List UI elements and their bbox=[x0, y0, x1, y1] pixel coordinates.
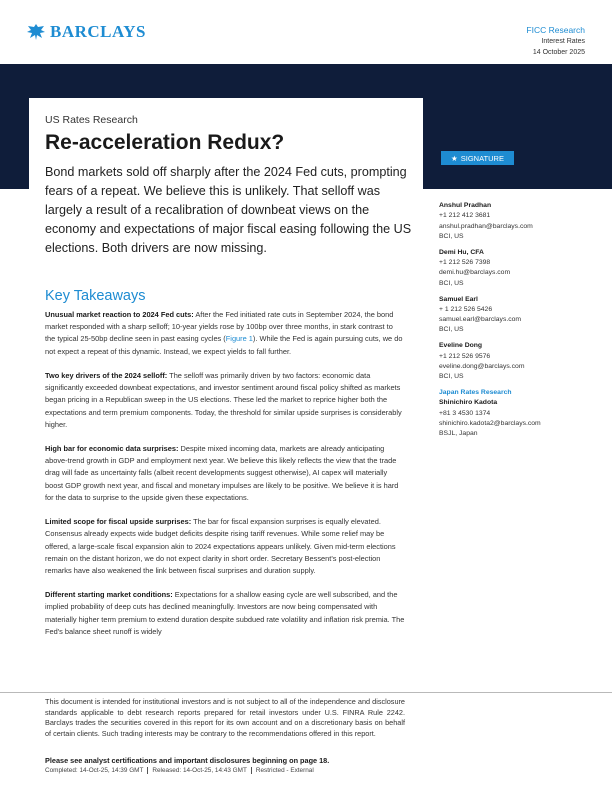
figure-link[interactable]: Figure 1 bbox=[225, 334, 253, 344]
takeaway-lead: Two key drivers of the 2024 selloff: bbox=[45, 370, 168, 380]
takeaway-text: After the Fed initiated rate cuts in September 2024, the bond market responded with a sharp selloff; 10-year yields rose by 100bp over three months, in stark contrast to the typical 25-50bp decline seen in past easing cycles ( bbox=[45, 310, 394, 344]
takeaway-paragraph bbox=[45, 516, 405, 577]
author-name: Samuel Earl bbox=[439, 295, 478, 303]
key-takeaways-body bbox=[45, 309, 405, 650]
author-email[interactable]: shinichiro.kadota2@barclays.com bbox=[439, 420, 541, 428]
takeaway-paragraph bbox=[45, 309, 405, 358]
classification: Restricted - External bbox=[255, 767, 314, 774]
takeaway-lead: Limited scope for fiscal upside surprises: bbox=[45, 517, 192, 527]
author-phone: + 1 212 526 5426 bbox=[439, 305, 493, 313]
badge-label: SIGNATURE bbox=[460, 153, 504, 163]
author-name: Anshul Pradhan bbox=[439, 202, 492, 209]
department: FICC Research bbox=[526, 25, 585, 35]
brand-name: BARCLAYS bbox=[50, 22, 146, 41]
author-entry bbox=[439, 295, 599, 336]
report-date: 14 October 2025 bbox=[532, 49, 585, 56]
takeaway-paragraph bbox=[45, 589, 405, 638]
takeaway-text: Despite mixed incoming data, markets are already anticipating above-trend growth in GDP and employment next year. We believe this likely reflects the view that the trade drag will fade as uncertainty falls (albeit recent developments suggest otherwise), AI capex will materially boost GDP growth next year, and fiscal and monetary impulses are likely to be positive. We believe it is hard for the data to surprise to the upside given these expectations. bbox=[45, 444, 399, 502]
barclays-logo bbox=[26, 22, 146, 42]
author-entry-japan bbox=[439, 388, 599, 439]
takeaway-text: The selloff was primarily driven by two factors: economic data significantly exceeded downbeat expectations, and investor sentiment around fiscal policy shifted as markets began pricing in a Republican sweep in the US elections. These led the market to reprice higher both the expectations and term premium components. Today, the threshold for similar upside surprises is considerably higher. bbox=[45, 370, 402, 429]
takeaway-text: Expectations for a shallow easing cycle are well subscribed, and the implied probability of deep cuts has declined meaningfully. Investors are now being compensated with materially higher term premium to extend duration despite subdued rate volatility and inflation risk premia. The Fed's balance sheet runoff is widely bbox=[45, 590, 405, 636]
author-entity: BCI, US bbox=[439, 232, 464, 240]
report-meta bbox=[526, 24, 585, 58]
author-email[interactable]: eveline.dong@barclays.com bbox=[439, 362, 525, 370]
takeaway-lead: Unusual market reaction to 2024 Fed cuts: bbox=[45, 310, 194, 319]
eagle-icon bbox=[26, 23, 46, 41]
author-name: Shinichiro Kadota bbox=[439, 399, 498, 407]
sub-department: Interest Rates bbox=[541, 38, 585, 45]
author-name: Demi Hu, CFA bbox=[439, 248, 484, 256]
author-phone: +1 212 526 9576 bbox=[439, 352, 491, 360]
author-entity: BCI, US bbox=[439, 326, 464, 334]
footer-divider bbox=[0, 692, 612, 693]
series-label: US Rates Research bbox=[45, 114, 138, 126]
author-list bbox=[439, 201, 599, 445]
author-group: Japan Rates Research bbox=[439, 389, 512, 397]
author-email[interactable]: anshul.pradhan@barclays.com bbox=[439, 222, 533, 230]
author-name: Eveline Dong bbox=[439, 342, 483, 350]
takeaway-lead: High bar for economic data surprises: bbox=[45, 444, 179, 454]
takeaway-paragraph bbox=[45, 443, 405, 504]
key-takeaways-heading: Key Takeaways bbox=[45, 288, 146, 304]
page-header bbox=[0, 0, 612, 64]
disclaimer-text: This document is intended for institutional investors and is not subject to all of the independence and disclosure standards applicable to debt research reports prepared for retail investors under U.S. FINRA Rule 2242. Barclays trades the securities covered in this report for its own account and on a discretionary basis on behalf of certain clients. Such trading interests may be contrary to the recommendations offered in this report. bbox=[45, 697, 405, 738]
author-phone: +1 212 526 7398 bbox=[439, 259, 491, 267]
lede-summary: Bond markets sold off sharply after the 2024 Fed cuts, prompting fears of a repeat. We believe this is unlikely. That selloff was largely a result of a recalibration of downbeat views on the economy and expectations of major fiscal easing following the US elections. Both drivers are now missing. bbox=[45, 165, 412, 255]
takeaway-lead: Different starting market conditions: bbox=[45, 590, 173, 600]
completed-time: Completed: 14-Oct-25, 14:39 GMT bbox=[45, 767, 148, 774]
takeaway-text: The bar for fiscal expansion surprises is equally elevated. Consensus already expects wide budget deficits despite rising tariff revenues. While some relief may be offered, a large-scale fiscal expansion akin to 2024 expectations appears unlikely. Given mid-term elections remain on the distant horizon, we do not expect clarity in short order. Secretary Bessent's post-election remarks have also weakened the link between fiscal surprises and duration supply. bbox=[45, 517, 396, 575]
author-email[interactable]: samuel.earl@barclays.com bbox=[439, 316, 522, 324]
signature-badge bbox=[441, 151, 514, 165]
author-email[interactable]: demi.hu@barclays.com bbox=[439, 269, 511, 277]
author-phone: +81 3 4530 1374 bbox=[439, 409, 491, 417]
takeaway-tail: ). While the Fed is again pursuing cuts, we do not expect a repeat of this dynamic. Instead, we expect yields to fall further. bbox=[45, 334, 403, 356]
release-info bbox=[45, 767, 322, 774]
disclosures-note: Please see analyst certifications and important disclosures beginning on page 18. bbox=[45, 756, 330, 765]
author-entity: BCI, US bbox=[439, 373, 464, 381]
author-entity: BCI, US bbox=[439, 279, 464, 287]
takeaway-paragraph bbox=[45, 370, 405, 431]
page-title: Re-acceleration Redux? bbox=[45, 131, 285, 154]
author-entry bbox=[439, 201, 599, 242]
author-entry bbox=[439, 341, 599, 382]
released-time: Released: 14-Oct-25, 14:43 GMT bbox=[152, 767, 251, 774]
author-entity: BSJL, Japan bbox=[439, 430, 478, 438]
author-entry bbox=[439, 248, 599, 289]
author-phone: +1 212 412 3681 bbox=[439, 212, 491, 220]
star-icon: ★ bbox=[451, 153, 458, 163]
